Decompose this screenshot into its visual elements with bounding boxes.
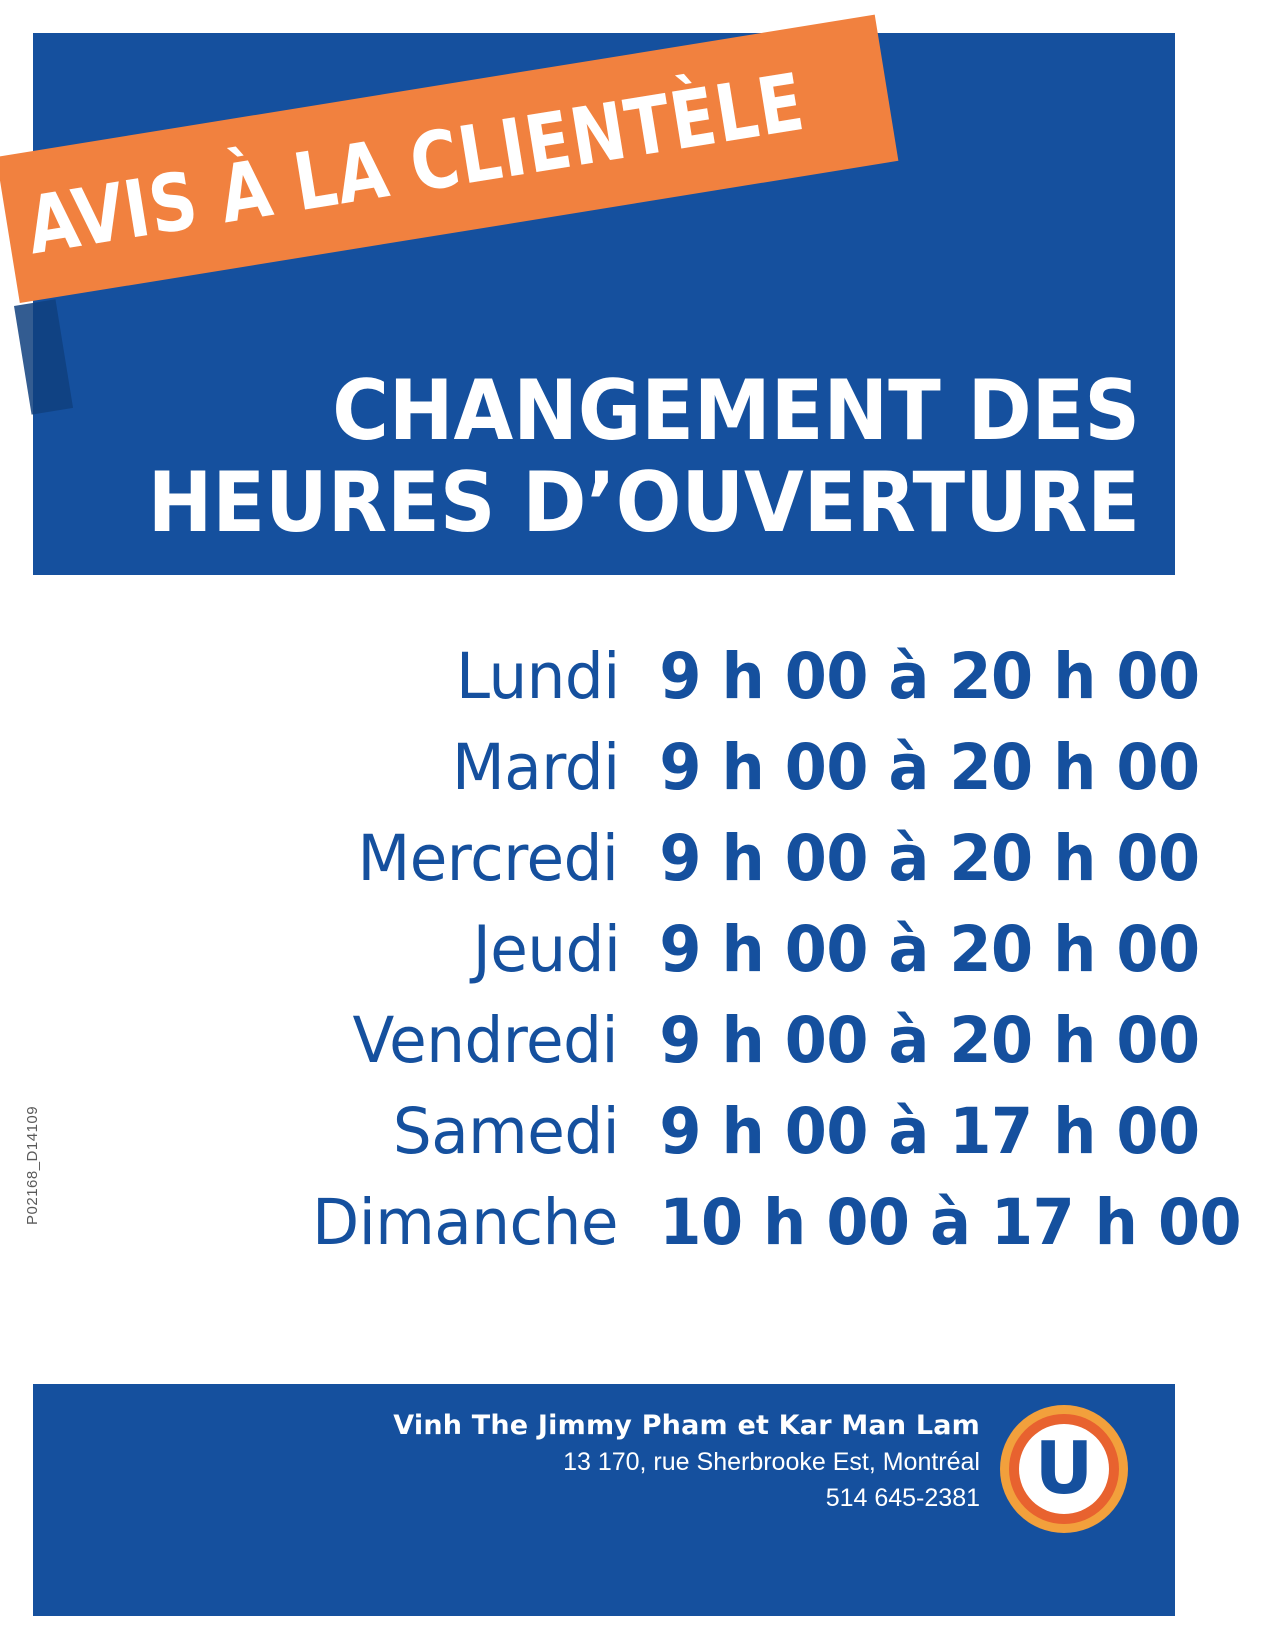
- document-code: P02168_D14109: [24, 1105, 41, 1225]
- store-phone: 514 645-2381: [825, 1484, 980, 1512]
- day-hours: 9 h 00 à 20 h 00: [659, 731, 1200, 804]
- day-hours: 9 h 00 à 17 h 00: [659, 1095, 1200, 1168]
- page-title-line-1: CHANGEMENT DES: [332, 362, 1141, 459]
- page-title: [70, 362, 1141, 551]
- store-info: [230, 1408, 980, 1516]
- table-row: [180, 1004, 1200, 1095]
- table-row: [180, 913, 1200, 1004]
- brand-logo-icon: [1000, 1405, 1128, 1533]
- day-hours: 9 h 00 à 20 h 00: [659, 913, 1200, 986]
- day-label: Lundi: [456, 640, 620, 713]
- notice-ribbon: [0, 56, 920, 380]
- day-label: Dimanche: [311, 1186, 618, 1259]
- day-label: Mardi: [452, 731, 620, 804]
- opening-hours-table: [180, 640, 1242, 1277]
- day-label: Jeudi: [472, 913, 621, 986]
- day-label: Vendredi: [352, 1004, 619, 1077]
- table-row: [180, 1095, 1200, 1186]
- logo-letter: U: [1034, 1426, 1094, 1510]
- day-hours: 9 h 00 à 20 h 00: [659, 640, 1200, 713]
- table-row: [180, 1186, 1242, 1277]
- ribbon-fold-shadow: [14, 299, 73, 414]
- page-title-line-2: HEURES D’OUVERTURE: [147, 454, 1141, 551]
- day-hours: 9 h 00 à 20 h 00: [659, 1004, 1200, 1077]
- day-label: Samedi: [392, 1095, 619, 1168]
- ribbon-label: AVIS À LA CLIENTÈLE: [20, 56, 811, 273]
- table-row: [180, 822, 1200, 913]
- day-label: Mercredi: [357, 822, 619, 895]
- day-hours: 10 h 00 à 17 h 00: [659, 1186, 1242, 1259]
- store-owners: Vinh The Jimmy Pham et Kar Man Lam: [393, 1410, 980, 1441]
- day-hours: 9 h 00 à 20 h 00: [659, 822, 1200, 895]
- store-address: 13 170, rue Sherbrooke Est, Montréal: [563, 1448, 980, 1476]
- table-row: [180, 640, 1200, 731]
- table-row: [180, 731, 1200, 822]
